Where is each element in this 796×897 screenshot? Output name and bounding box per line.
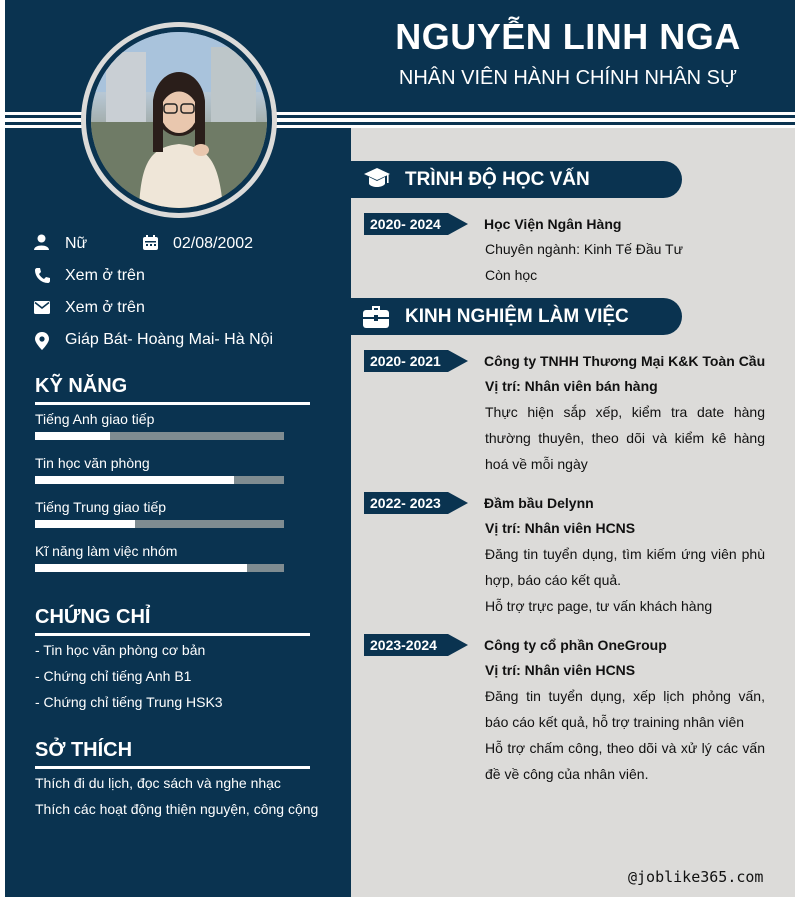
- briefcase-icon: [363, 304, 389, 328]
- job-period: 2022- 2023: [364, 492, 448, 514]
- phone-icon: [34, 267, 51, 284]
- graduation-cap-icon: [363, 167, 391, 191]
- gender: Nữ: [65, 235, 88, 252]
- skill-bar-fill: [35, 432, 110, 440]
- user-icon: [34, 234, 49, 250]
- job-description: Đăng tin tuyển dụng, tìm kiếm ứng viên phù hợp, báo cáo kết quả.: [485, 546, 765, 588]
- hobbies-divider: [35, 766, 310, 769]
- skill-label: Tiếng Anh giao tiếp: [35, 411, 155, 427]
- certificates-divider: [35, 633, 310, 636]
- skill-bar: [35, 432, 284, 440]
- skills-heading: KỸ NĂNG: [35, 375, 128, 397]
- education-heading: TRÌNH ĐỘ HỌC VẤN: [405, 169, 590, 190]
- certificate-item: - Chứng chỉ tiếng Anh B1: [35, 668, 192, 684]
- skill-bar: [35, 564, 284, 572]
- job-description: Hỗ trợ chấm công, theo dõi và xử lý các vấn đề về công của nhân viên.: [485, 740, 765, 782]
- phone: Xem ở trên: [65, 267, 145, 284]
- skill-label: Kĩ năng làm việc nhóm: [35, 543, 178, 559]
- email-icon: [34, 301, 50, 314]
- skill-bar-fill: [35, 564, 247, 572]
- hobbies-heading: SỞ THÍCH: [35, 739, 133, 761]
- skill-label: Tin học văn phòng: [35, 455, 150, 471]
- email: Xem ở trên: [65, 299, 145, 316]
- skills-divider: [35, 402, 310, 405]
- skill-bar-fill: [35, 476, 234, 484]
- job-company: Đầm bầu Delynn: [484, 495, 594, 511]
- location-icon: [35, 332, 49, 350]
- education-school: Học Viện Ngân Hàng: [484, 216, 622, 232]
- address: Giáp Bát- Hoàng Mai- Hà Nội: [65, 331, 274, 348]
- certificate-item: - Tin học văn phòng cơ bản: [35, 642, 206, 658]
- skill-label: Tiếng Trung giao tiếp: [35, 499, 167, 515]
- job-position: Vị trí: Nhân viên HCNS: [485, 520, 636, 536]
- education-status: Còn học: [485, 267, 538, 283]
- education-major: Chuyên ngành: Kinh Tế Đầu Tư: [485, 241, 683, 257]
- job-position: Vị trí: Nhân viên bán hàng: [485, 378, 658, 394]
- skill-bar: [35, 476, 284, 484]
- job-company: Công ty cổ phần OneGroup: [484, 637, 667, 653]
- job-period: 2023-2024: [364, 634, 448, 656]
- candidate-name: NGUYỄN LINH NGA: [395, 16, 741, 57]
- education-period: 2020- 2024: [364, 213, 448, 235]
- watermark: @joblike365.com: [628, 868, 764, 886]
- birthday: 02/08/2002: [173, 235, 254, 252]
- job-title: NHÂN VIÊN HÀNH CHÍNH NHÂN SỰ: [398, 67, 738, 89]
- calendar-icon: [143, 235, 158, 250]
- job-description: Thực hiện sắp xếp, kiểm tra date hàng thường thuyên, theo dõi và kiểm kê hàng hoá về mỗi ngày: [485, 404, 765, 472]
- certificate-item: - Chứng chỉ tiếng Trung HSK3: [35, 694, 223, 710]
- job-description: Hỗ trợ trực page, tư vấn khách hàng: [485, 598, 713, 614]
- job-description: Đăng tin tuyển dụng, xếp lịch phỏng vấn, báo cáo kết quả, hỗ trợ training nhân viên: [485, 688, 765, 730]
- experience-heading: KINH NGHIỆM LÀM VIỆC: [405, 306, 629, 327]
- skill-bar-fill: [35, 520, 135, 528]
- certificates-heading: CHỨNG CHỈ: [35, 606, 151, 628]
- hobby-item: Thích các hoạt động thiện nguyện, công cộng: [35, 801, 319, 817]
- job-position: Vị trí: Nhân viên HCNS: [485, 662, 636, 678]
- job-company: Công ty TNHH Thương Mại K&K Toàn Cầu: [484, 353, 766, 369]
- skill-bar: [35, 520, 284, 528]
- avatar: [91, 32, 267, 208]
- job-period: 2020- 2021: [364, 350, 448, 372]
- hobby-item: Thích đi du lịch, đọc sách và nghe nhạc: [35, 775, 281, 791]
